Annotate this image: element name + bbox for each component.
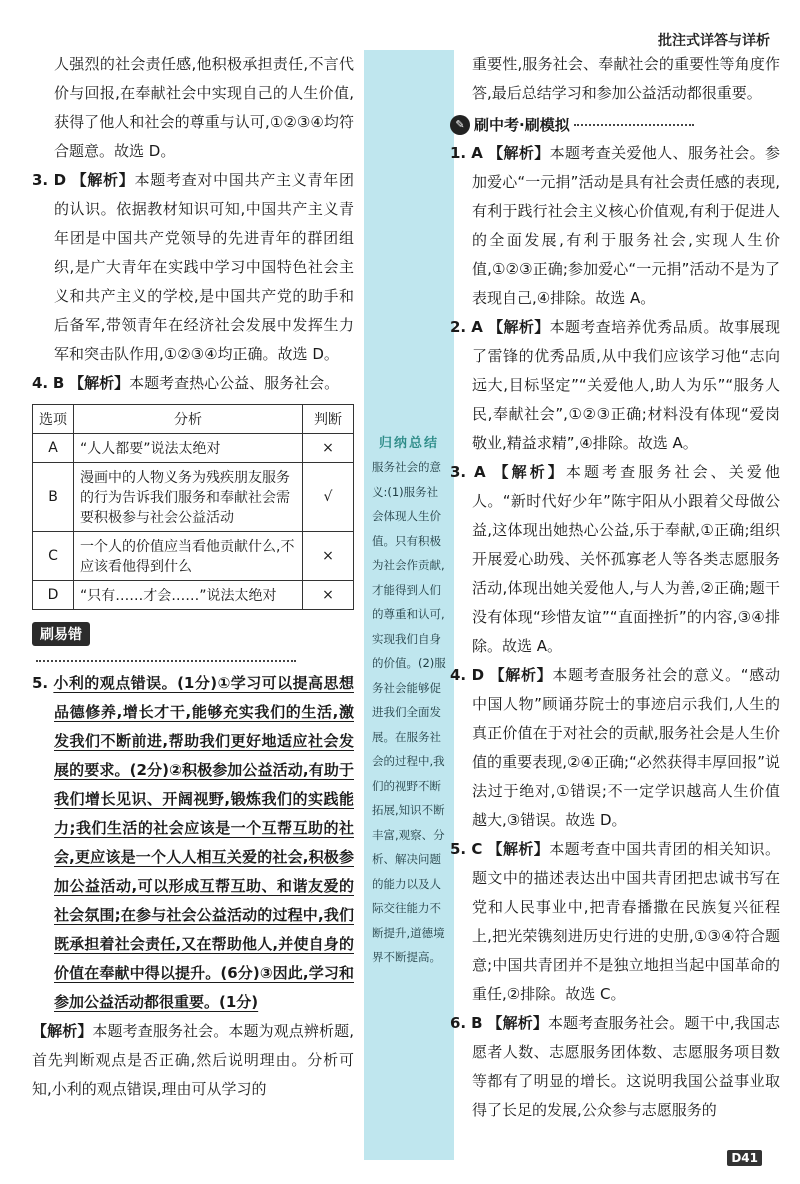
right-intro-paragraph: 重要性,服务社会、奉献社会的重要性等角度作答,最后总结学习和参加公益活动都很重要。 bbox=[472, 55, 780, 102]
analysis-text: 本题考查服务社会、关爱他人。“新时代好少年”陈宇阳从小跟着父母做公益,这体现出她热心公益,乐于奉献,①正确;组织开展爱心助残、关怀孤寡老人等各类志愿服务活动,体现出她关爱他人,与人为善,②正确;题干没有体现“珍惜友谊”“直面挫折”的内容,③④排除。故选 A。 bbox=[472, 463, 780, 655]
question-number: 5. bbox=[32, 674, 49, 692]
question-number: 4. bbox=[450, 666, 467, 684]
table-cell-analysis: 漫画中的人物义务为残疾朋友服务的行为告诉我们服务和奉献社会需要积极参与社会公益活动 bbox=[74, 463, 303, 532]
question-5 bbox=[450, 835, 780, 1009]
table-header: 分析 bbox=[74, 405, 303, 434]
question-2 bbox=[450, 313, 780, 458]
question-number: 3. bbox=[450, 463, 467, 481]
side-note-title: 归纳总结 bbox=[378, 436, 439, 451]
table-row bbox=[33, 463, 354, 532]
question-3 bbox=[32, 166, 354, 369]
analysis-tag: 【解析】 bbox=[487, 840, 550, 858]
question-3 bbox=[450, 458, 780, 661]
question-1 bbox=[450, 139, 780, 313]
analysis-tag: 【解析】 bbox=[71, 171, 135, 189]
table-cell-option: C bbox=[33, 532, 74, 581]
analysis-text: 本题考查对中国共产主义青年团的认识。依据教材知识可知,中国共产主义青年团是中国共产党领导的先进青年的群团组织,是广大青年在实践中学习中国特色社会主义和共产主义的学校,是中国共产党的助手和后备军,带领青年在经济社会发展中发挥生力军和突击队作用,①②③④均正确。故选 D。 bbox=[54, 171, 354, 363]
table-cell-result: × bbox=[303, 532, 354, 581]
question-6 bbox=[450, 1009, 780, 1125]
analysis-text: 本题考查关爱他人、服务社会。参加爱心“一元捐”活动是具有社会责任感的表现,有利于践行社会主义核心价值观,有利于促进人的全面发展,有利于服务社会,实现人生价值,①②③正确;参加爱心“一元捐”活动不是为了表现自己,④排除。故选 A。 bbox=[472, 144, 780, 307]
question-number: 6. bbox=[450, 1014, 467, 1032]
section-label-errors: 刷易错 bbox=[32, 622, 90, 646]
analysis-text: 本题考查服务社会的意义。“感动中国人物”顾诵芬院士的事迹启示我们,人生的真正价值在于对社会的贡献,服务社会是人生价值的重要表现,②④正确;“必然获得丰厚回报”说法过于绝对,①错误;不一定学识越高人生价值越大,③错误。故选 D。 bbox=[472, 666, 780, 829]
page-number: D41 bbox=[727, 1150, 762, 1166]
analysis-tag: 【解析】 bbox=[487, 1014, 549, 1032]
analysis-text: 本题考查热心公益、服务社会。 bbox=[129, 374, 340, 392]
right-column bbox=[450, 50, 780, 1125]
analysis-table bbox=[32, 404, 354, 610]
table-header: 判断 bbox=[303, 405, 354, 434]
side-note-panel bbox=[364, 50, 454, 1160]
answer-letter: D bbox=[53, 171, 67, 189]
analysis-text: 本题考查中国共青团的相关知识。题文中的描述表达出中国共青团把忠诚书写在党和人民事业中,把青春播撒在民族复兴征程上,把光荣镌刻进历史行进的史册,①③④符合题意;中国共青团并不是独立地担当起中国革命的重任,②排除。故选 C。 bbox=[472, 840, 780, 1003]
table-row bbox=[33, 581, 354, 610]
answer-letter: D bbox=[471, 666, 485, 684]
answer-letter: A bbox=[471, 144, 483, 162]
question-number: 4. bbox=[32, 374, 49, 392]
analysis-text: 本题考查服务社会。题干中,我国志愿者人数、志愿服务团体数、志愿服务项目数等都有了明显的增长。这说明我国公益事业取得了长足的发展,公众参与志愿服务的 bbox=[472, 1014, 780, 1119]
analysis-tag: 【解析】 bbox=[493, 463, 566, 481]
left-intro-paragraph: 人强烈的社会责任感,他积极承担责任,不言代价与回报,在奉献社会中实现自己的人生价值,获得了他人和社会的尊重与认可,①②③④均符合题意。故选 D。 bbox=[54, 55, 354, 160]
answer-letter: B bbox=[471, 1014, 483, 1032]
question-number: 3. bbox=[32, 171, 49, 189]
analysis-text: 本题考查培养优秀品质。故事展现了雷锋的优秀品质,从中我们应该学习他“志向远大,目标坚定”“关爱他人,助人为乐”“服务人民,奉献社会”,①②③正确;材料没有体现“爱岗敬业,精益求精”,④排除。故选 A。 bbox=[472, 318, 780, 452]
question-5-analysis bbox=[32, 1017, 354, 1104]
section-divider bbox=[574, 124, 694, 126]
answer-letter: C bbox=[471, 840, 483, 858]
analysis-tag: 【解析】 bbox=[32, 1022, 93, 1040]
question-4 bbox=[32, 369, 354, 398]
model-answer: 小利的观点错误。(1分)①学习可以提高思想品德修养,增长才干,能够充实我们的生活,激发我们不断前进,帮助我们更好地适应社会发展的要求。(2分)②积极参加公益活动,有助于我们增长见识、开阔视野,锻炼我们的实践能力;我们生活的社会应该是一个互帮互助的社会,更应该是一个人人相互关爱的社会,积极参加公益活动,可以形成互帮互助、和谐友爱的社会氛围;在参与社会公益活动的过程中,我们既承担着社会责任,又在帮助他人,并使自身的价值在奉献中得以提升。(6分)③因此,学习和参加公益活动都很重要。(1分) bbox=[53, 674, 354, 1011]
analysis-text: 本题考查服务社会。本题为观点辨析题,首先判断观点是否正确,然后说明理由。分析可知,小利的观点错误,理由可从学习的 bbox=[32, 1022, 354, 1098]
table-cell-analysis: “只有……才会……”说法太绝对 bbox=[74, 581, 303, 610]
question-5 bbox=[32, 669, 354, 1017]
table-cell-result: × bbox=[303, 434, 354, 463]
question-number: 2. bbox=[450, 318, 467, 336]
left-column bbox=[32, 50, 354, 1104]
table-cell-analysis: 一个人的价值应当看他贡献什么,不应该看他得到什么 bbox=[74, 532, 303, 581]
analysis-tag: 【解析】 bbox=[488, 144, 550, 162]
book-icon: ✎ bbox=[450, 115, 470, 135]
answer-letter: A bbox=[471, 318, 483, 336]
table-cell-analysis: “人人都要”说法太绝对 bbox=[74, 434, 303, 463]
side-note-text: 服务社会的意义:(1)服务社会体现人生价值。只有积极为社会作贡献,才能得到人们的尊重和认可,实现我们自身的价值。(2)服务社会能够促进我们全面发展。在服务社会的过程中,我们的视野不断拓展,知识不断丰富,观察、分析、解决问题的能力以及人际交往能力不断提升,道德境界不断提高。 bbox=[372, 460, 446, 964]
analysis-tag: 【解析】 bbox=[69, 374, 130, 392]
table-header-row bbox=[33, 405, 354, 434]
analysis-tag: 【解析】 bbox=[488, 318, 550, 336]
section-label-exam: 刷中考·刷模拟 bbox=[474, 116, 570, 134]
section-heading bbox=[450, 114, 780, 135]
answer-letter: A bbox=[474, 463, 486, 481]
table-row bbox=[33, 532, 354, 581]
analysis-tag: 【解析】 bbox=[489, 666, 553, 684]
table-cell-result: × bbox=[303, 581, 354, 610]
table-row bbox=[33, 434, 354, 463]
question-number: 5. bbox=[450, 840, 467, 858]
table-cell-option: D bbox=[33, 581, 74, 610]
question-4 bbox=[450, 661, 780, 835]
table-cell-option: B bbox=[33, 463, 74, 532]
table-header: 选项 bbox=[33, 405, 74, 434]
page-header: 批注式详答与详析 bbox=[658, 33, 770, 49]
answer-letter: B bbox=[52, 374, 65, 392]
question-number: 1. bbox=[450, 144, 467, 162]
section-divider bbox=[36, 660, 296, 662]
table-cell-option: A bbox=[33, 434, 74, 463]
table-cell-result: √ bbox=[303, 463, 354, 532]
